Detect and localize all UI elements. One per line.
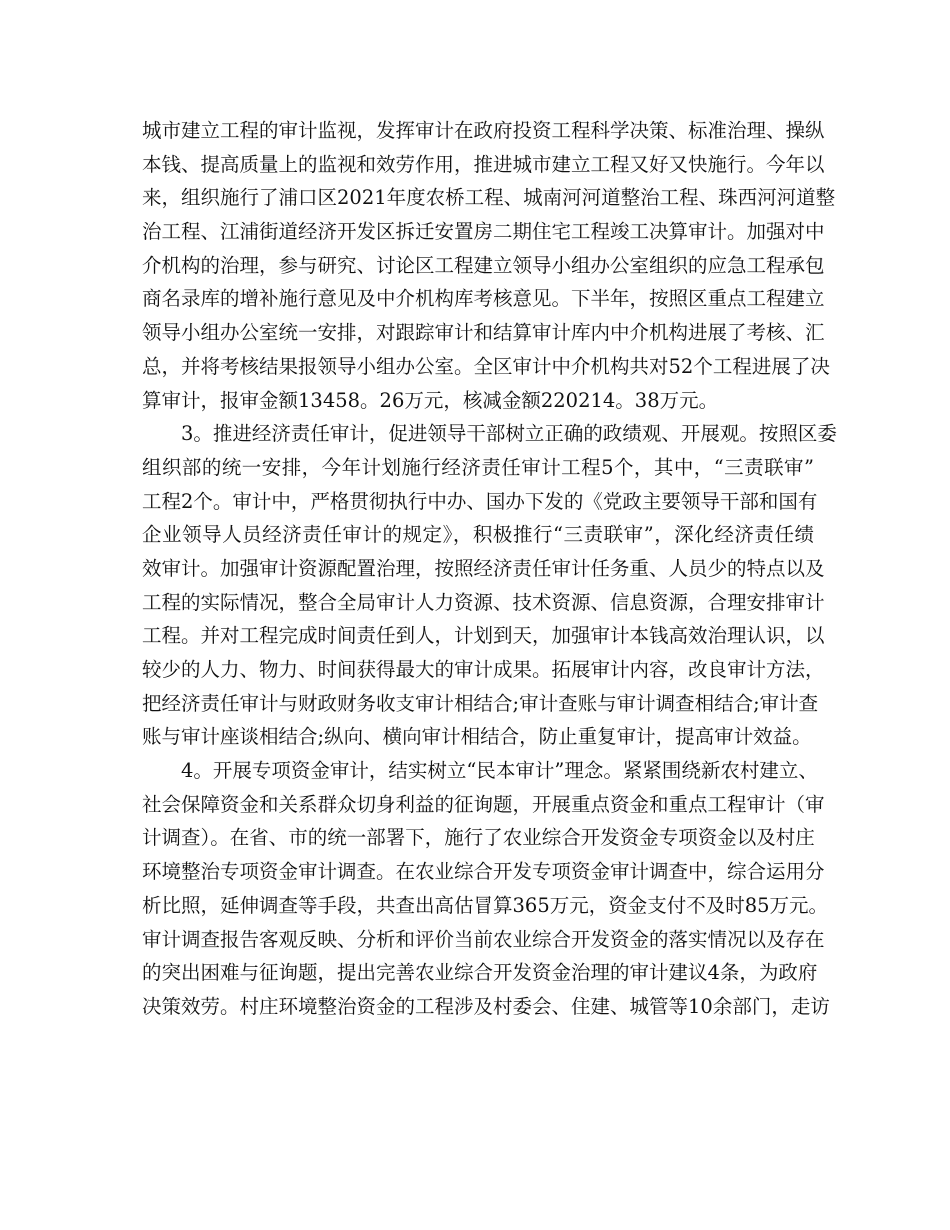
text-line: 商名录库的增补施行意见及中介机构库考核意见。下半年，按照区重点工程建立 (142, 287, 825, 311)
text-line: 企业领导人员经济责任审计的规定》，积极推行“三责联审”，深化经济责任绩 (142, 523, 814, 547)
text-line: 治工程、江浦街道经济开发区拆迁安置房二期住宅工程竣工决算审计。加强对中 (142, 220, 825, 244)
text-line: 环境整治专项资金审计调查。在农业综合开发专项资金审计调查中，综合运用分 (142, 860, 825, 884)
text-line: 总，并将考核结果报领导小组办公室。全区审计中介机构共对52个工程进展了决 (142, 354, 830, 378)
text-line: 计调查）。在省、市的统一部署下，施行了农业综合开发资金专项资金以及村庄 (142, 826, 815, 850)
text-line: 把经济责任审计与财政财务收支审计相结合;审计查账与审计调查相结合;审计查 (142, 691, 819, 715)
paragraph-first-line: 4。开展专项资金审计，结实树立“民本审计”理念。紧紧围绕新农村建立、 (181, 759, 818, 783)
text-line: 介机构的治理，参与研究、讨论区工程建立领导小组办公室组织的应急工程承包 (142, 253, 825, 277)
text-line: 领导小组办公室统一安排，对跟踪审计和结算审计库内中介机构进展了考核、汇 (142, 321, 825, 345)
text-line: 审计调查报告客观反映、分析和评价当前农业综合开发资金的落实情况以及存在 (142, 927, 825, 951)
text-line: 工程2个。审计中，严格贯彻执行中办、国办下发的《党政主要领导干部和国有 (142, 489, 818, 513)
text-line: 社会保障资金和关系群众切身利益的征询题，开展重点资金和重点工程审计（审 (142, 792, 825, 816)
text-line: 来，组织施行了浦口区2021年度农桥工程、城南河河道整治工程、珠西河河道整 (142, 186, 836, 210)
body-text (142, 114, 837, 1024)
text-line: 工程。并对工程完成时间责任到人，计划到天，加强审计本钱高效治理认识，以 (142, 624, 825, 648)
text-line: 城市建立工程的审计监视，发挥审计在政府投资工程科学决策、标准治理、操纵 (142, 119, 825, 142)
text-line: 工程的实际情况，整合全局审计人力资源、技术资源、信息资源，合理安排审计 (142, 590, 825, 614)
text-line: 的突出困难与征询题，提出完善农业综合开发资金治理的审计建议4条，为政府 (142, 961, 818, 985)
text-line: 效审计。加强审计资源配置治理，按照经济责任审计任务重、人员少的特点以及 (142, 556, 825, 580)
text-line: 较少的人力、物力、时间获得最大的审计成果。拓展审计内容，改良审计方法， (142, 658, 825, 681)
text-line: 本钱、提高质量上的监视和效劳作用，推进城市建立工程又好又快施行。今年以 (142, 152, 825, 176)
text-line: 析比照，延伸调查等手段，共查出高估冒算365万元，资金支付不及时85万元。 (142, 893, 829, 917)
paragraph-first-line: 3。推进经济责任审计，促进领导干部树立正确的政绩观、开展观。按照区委 (181, 422, 837, 446)
text-line: 算审计，报审金额13458。26万元，核减金额220214。38万元。 (142, 388, 719, 412)
text-line: 账与审计座谈相结合;纵向、横向审计相结合，防止重复审计，提高审计效益。 (142, 725, 812, 749)
text-line: 决策效劳。村庄环境整治资金的工程涉及村委会、住建、城管等10余部门，走访 (142, 994, 830, 1018)
text-line: 组织部的统一安排，今年计划施行经济责任审计工程5个，其中，“三责联审” (142, 455, 814, 479)
